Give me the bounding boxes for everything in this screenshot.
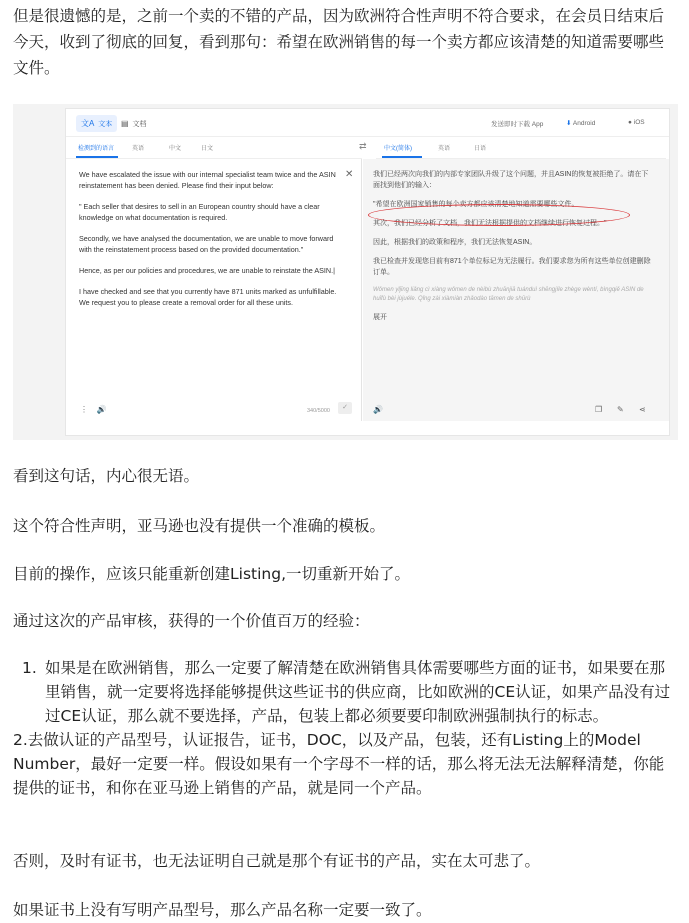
source-tab-indicator bbox=[76, 156, 118, 158]
mic-icon[interactable]: ⋮ bbox=[80, 405, 88, 414]
text-mode-tab[interactable] bbox=[76, 115, 117, 132]
source-tab-detect[interactable]: 检测到的语言 bbox=[78, 146, 115, 152]
target-tab-english[interactable]: 英语 bbox=[438, 146, 451, 152]
android-label: Android bbox=[572, 120, 596, 127]
source-text[interactable] bbox=[79, 169, 341, 318]
source-paragraph: Hence, as per our policies and procedures, we are unable to reinstate the ASIN.| bbox=[79, 266, 335, 275]
source-paragraph: Secondly, we have analysed the documentation, we are unable to move forward with the reinstatement process based on the provided documentation." bbox=[79, 234, 334, 254]
source-panel[interactable] bbox=[66, 159, 362, 421]
docs-mode-tab[interactable] bbox=[116, 115, 152, 132]
target-panel bbox=[363, 159, 669, 421]
lesson-list bbox=[13, 656, 677, 800]
source-tab-japanese[interactable]: 日文 bbox=[201, 146, 214, 152]
list-item-text: 2.去做认证的产品型号，认证报告，证书，DOC，以及产品，包装，还有Listing上的Model Number，最好一定要一样。假设如果有一个字母不一样的话，那么将无法无法解释清楚，你能提供的证书，和你在亚马逊上销售的产品，就是同一个产品。 bbox=[13, 731, 665, 797]
speaker-icon[interactable]: 🔊 bbox=[96, 405, 107, 414]
list-item bbox=[13, 728, 677, 800]
paragraph-final: 如果证书上没有写明产品型号，那么产品名称一定要一致了。 bbox=[13, 901, 432, 919]
target-paragraph: 我们已经两次向我们的内部专家团队升级了这个问题，并且ASIN的恢复被拒绝了。请在下面找到他们的输入： bbox=[373, 171, 649, 189]
target-paragraph: 因此，根据我们的政策和程序，我们无法恢复ASIN。 bbox=[373, 239, 537, 246]
share-icon[interactable]: ⋖ bbox=[639, 405, 646, 414]
paragraph-reaction: 看到这句话，内心很无语。 bbox=[13, 467, 200, 485]
source-language-tabs bbox=[66, 137, 362, 159]
source-tab-chinese[interactable]: 中文 bbox=[169, 146, 182, 152]
list-item-text: 如果是在欧洲销售，那么一定要了解清楚在欧洲销售具体需要哪些方面的证书，如果要在那里销售，就一定要将选择能够提供这些证书的供应商，比如欧洲的CE认证，如果产品没有过过CE认证，那么就不要选择，产品，包装上都必须要要印制欧洲强制执行的标志。 bbox=[45, 659, 671, 725]
text-mode-label: 文本 bbox=[98, 121, 113, 128]
source-paragraph: I have checked and see that you currently have 871 units marked as unfulfillable. We request you to please create a removal order for all these units. bbox=[79, 287, 337, 307]
source-paragraph: We have escalated the issue with our internal specialist team twice and the ASIN reinstatement has been denied. Please find their input below: bbox=[79, 170, 336, 190]
list-item bbox=[13, 656, 677, 728]
target-tab-japanese[interactable]: 日语 bbox=[474, 146, 487, 152]
paragraph-lesson: 通过这次的产品审核，获得的一个价值百万的经验： bbox=[13, 612, 370, 630]
paragraph-action: 目前的操作，应该只能重新创建Listing,一切重新开始了。 bbox=[13, 565, 410, 583]
check-icon[interactable]: ✓ bbox=[338, 402, 352, 414]
paragraph-conclusion: 否则，及时有证书，也无法证明自己就是那个有证书的产品，实在太可悲了。 bbox=[13, 852, 541, 870]
app-download-label: 发送即时下载 App bbox=[491, 121, 544, 128]
target-tab-indicator bbox=[382, 156, 422, 158]
char-count: 340/5000 bbox=[307, 408, 330, 414]
translator-screenshot bbox=[13, 104, 678, 440]
list-item-number: 1. bbox=[22, 659, 37, 677]
translator-window bbox=[65, 108, 670, 436]
clear-text-icon[interactable]: ✕ bbox=[345, 169, 354, 180]
document-icon: ▤ bbox=[121, 119, 129, 128]
swap-languages-icon[interactable]: ⇄ bbox=[359, 141, 367, 151]
download-icon: ⬇ bbox=[566, 120, 572, 127]
target-paragraph: 其次，我们已经分析了文档，我们无法根据提供的文档继续进行恢复过程。" bbox=[373, 220, 607, 227]
text-icon: 文A bbox=[81, 119, 95, 128]
ios-label: iOS bbox=[633, 119, 645, 126]
target-text bbox=[373, 169, 655, 331]
source-footer bbox=[80, 405, 107, 414]
copy-icon[interactable]: ❐ bbox=[595, 405, 603, 414]
ios-link[interactable] bbox=[628, 119, 645, 126]
paragraph-template: 这个符合性声明，亚马逊也没有提供一个准确的模板。 bbox=[13, 517, 386, 535]
source-tab-english[interactable]: 英语 bbox=[132, 146, 145, 152]
target-speaker-icon[interactable]: 🔊 bbox=[373, 405, 383, 414]
source-paragraph: " Each seller that desires to sell in an European country should have a clear knowledge on what documentation is required. bbox=[79, 202, 320, 222]
translator-topbar bbox=[66, 109, 669, 137]
edit-icon[interactable]: ✎ bbox=[617, 405, 624, 414]
apple-icon: ● bbox=[628, 119, 632, 126]
target-tab-chinese[interactable]: 中文(简体) bbox=[384, 146, 412, 152]
docs-mode-label: 文档 bbox=[132, 121, 147, 128]
expand-link[interactable]: 展开 bbox=[373, 314, 387, 321]
target-paragraph: 我已检查并发现您目前有871个单位标记为无法履行。我们要求您为所有这些单位创建删除订单。 bbox=[373, 258, 651, 276]
romanization-text: Wǒmen yǐjīng liǎng cì xiàng wǒmen de nèibù zhuānjiā tuánduì shēngjíle zhège wèntí, bìngqiě ASIN de huīfù bèi jùjuéle. Qǐng zài xiàmiàn zhǎodào tāmen de shūrù bbox=[373, 287, 644, 302]
target-paragraph: "希望在欧洲国家销售的每个卖方都应该清楚地知道需要哪些文件。 bbox=[373, 201, 579, 208]
target-language-tabs bbox=[376, 137, 666, 159]
highlight-oval bbox=[368, 204, 630, 226]
intro-paragraph: 但是很遗憾的是，之前一个卖的不错的产品，因为欧洲符合性声明不符合要求，在会员日结束后今天，收到了彻底的回复，看到那句：希望在欧洲销售的每一个卖方都应该清楚的知道需要哪些文件。 bbox=[13, 7, 665, 77]
android-link[interactable] bbox=[566, 119, 595, 127]
